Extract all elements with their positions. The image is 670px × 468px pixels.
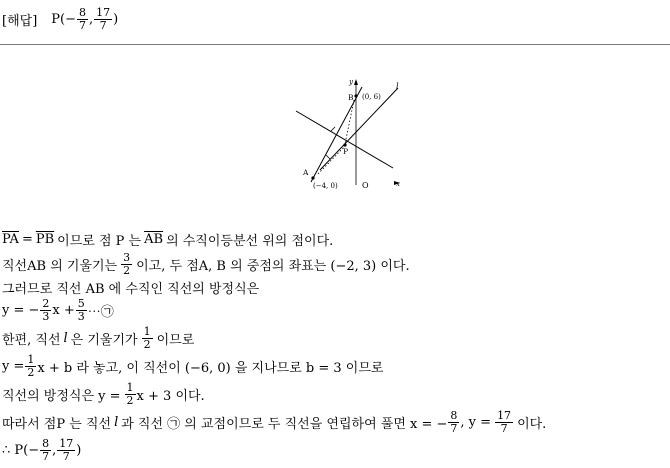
segment-ab-text: $\overline{AB}$ <box>144 231 164 247</box>
solution-line-6: y = $\frac{1}{2}$ x + b 라 놓고, 이 직선이 (−6, 0) 을 지나므로 b = 3 이므로 <box>2 352 384 379</box>
tick-mark <box>326 155 330 159</box>
point-b-dot <box>354 94 357 97</box>
point-a-coord: (−4, 0) <box>313 182 338 190</box>
solution-line-1: $\overline{PA}$ = $\overline{PB}$ 이므로 점 P 는 $\overline{AB}$ 의 수직이등분선 위의 점이다. <box>2 231 334 249</box>
y-axis-label: y <box>349 78 353 86</box>
x-axis-label: x <box>396 180 400 188</box>
solution-line-5: 한편, 직선 l 은 기울기가 $\frac{1}{2}$ 이므로 <box>2 324 195 351</box>
answer-close: ) <box>113 11 119 27</box>
solution-line-2: 직선AB 의 기울기는 $\frac{3}{2}$ 이고, 두 점A, B 의 중점의 좌표는 (−2, 3) 이다. <box>2 250 410 277</box>
segment-pb <box>345 100 354 144</box>
line-l-label: l <box>396 82 399 91</box>
solution-line-8: 따라서 점P 는 직선 l 과 직선 ㉠ 의 교점이므로 두 직선을 연립하여 풀면 x = − $\frac{8}{7}$ , y = $\frac{17}{7}$ 이다. <box>2 408 547 435</box>
divider <box>0 44 670 45</box>
segment-pa <box>318 146 345 174</box>
solution-line-4: y = − $\frac{2}{3}$ x + $\frac{5}{3}$ ⋯㉠ <box>2 296 114 323</box>
y-axis-arrow <box>354 79 358 85</box>
slope-ab-fraction: $\frac{3}{2}$ <box>123 250 131 277</box>
solution-line-7: 직선의 방정식은 y = $\frac{1}{2}$ x + 3 이다. <box>2 380 205 407</box>
line-l <box>320 88 398 170</box>
segment-pb-text: $\overline{PB}$ <box>35 231 55 247</box>
answer-y-fraction: $\frac{17}{7}$ <box>96 5 111 32</box>
answer-comma: , <box>89 11 94 27</box>
answer-x-fraction: $\frac{8}{7}$ <box>79 5 86 32</box>
solution-line-9: ∴ P(− $\frac{8}{7}$ , $\frac{17}{7}$ ) <box>2 436 82 463</box>
point-a-label: A <box>303 168 309 177</box>
answer-header <box>2 4 118 34</box>
coordinate-figure <box>290 74 410 194</box>
tick-mark <box>331 127 335 131</box>
solution-body <box>2 228 546 464</box>
solution-line-3: 그러므로 직선 AB 에 수직인 직선의 방정식은 <box>2 281 260 297</box>
answer-prefix: P( <box>51 11 66 27</box>
point-b-label: B <box>348 93 354 102</box>
equation-marker: ⋯㉠ <box>87 304 114 320</box>
point-b-coord: (0, 6) <box>362 93 381 101</box>
answer-minus: − <box>65 11 76 27</box>
point-a-dot <box>311 176 314 179</box>
segment-pa-text: $\overline{PA}$ <box>2 231 19 247</box>
point-p-label: P <box>343 147 349 156</box>
origin-label: O <box>362 181 369 190</box>
answer-label: [해답] <box>2 13 38 29</box>
